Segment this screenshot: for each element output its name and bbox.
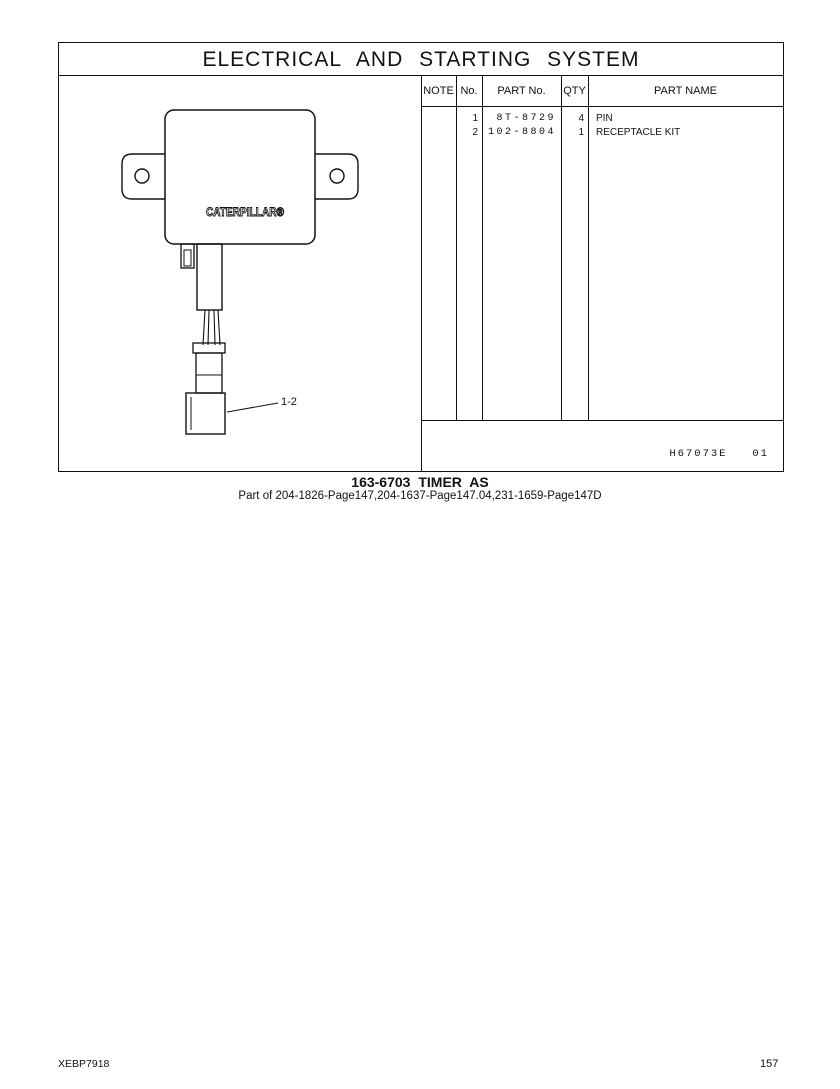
section-title: ELECTRICAL AND STARTING SYSTEM [59,43,783,76]
cell-part-name: RECEPTACLE KIT [596,127,681,138]
callout-label: 1-2 [281,396,297,408]
cell-part-name: PIN [596,113,613,124]
receptacle [186,393,225,434]
cell-no: 2 [472,127,478,138]
cell-qty: 1 [578,127,584,138]
cell-no: 1 [472,113,478,124]
document-code: XEBP7918 [58,1058,110,1070]
callout-leader [227,403,278,412]
header-no: No. [456,75,482,107]
connector-latch [181,244,194,268]
timer-body [165,110,315,244]
assembly-parent-references: Part of 204-1826-Page147,204-1637-Page147.04,231-1659-Page147D [238,490,602,502]
header-note: NOTE [421,75,456,107]
mounting-hole-left [135,169,149,183]
header-qty: QTY [561,75,588,107]
timer-drawing [59,75,421,471]
header-part-name: PART NAME [588,75,783,107]
mounting-hole-right [330,169,344,183]
cell-qty: 4 [578,113,584,124]
table-row [421,112,783,126]
cell-part-no: 102-8804 [487,127,556,138]
assembly-title: 163-6703 TIMER AS [351,474,489,490]
wire-boot [197,244,222,310]
cell-part-no: 8T-8729 [496,113,556,124]
header-part-no: PART No. [482,75,561,107]
table-row [421,126,783,140]
parts-table [421,75,783,471]
harness-wires [203,310,220,345]
parts-illustration [59,75,422,471]
table-bottom-rule [421,420,783,421]
caterpillar-logo: CATERPILLAR® [206,205,285,219]
plug-shell [196,353,222,393]
parts-frame [58,42,784,472]
illustration-reference: H67073E 01 [669,448,769,460]
page-number: 157 [760,1058,779,1070]
